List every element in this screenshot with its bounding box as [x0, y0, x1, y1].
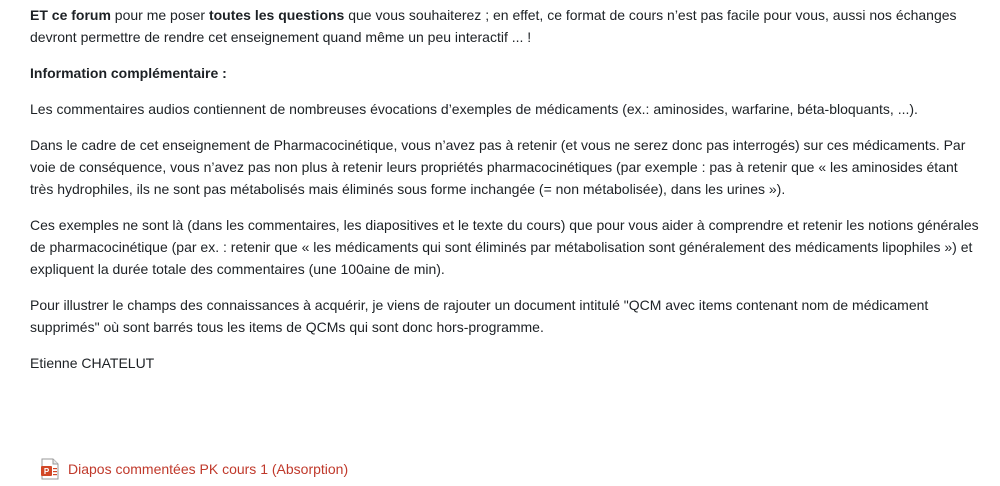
- info-heading: Information complémentaire :: [30, 65, 227, 81]
- paragraph-examples: Les commentaires audios contiennent de nombreuses évocations d’exemples de médicaments (ex.: aminosides, warfarine, béta-bloquants, ...).: [30, 101, 918, 117]
- paragraph-purpose: Ces exemples ne sont là (dans les commentaires, les diapositives et le texte du cours) que pour vous aider à comprendre et retenir les notions générales de pharmacocinétique (par ex. : retenir que « les médicaments qui sont éliminés par métabolisation sont généralement des médicaments lipophiles ») et expliquent la durée totale des commentaires (une 100aine de min).: [30, 217, 979, 277]
- paragraph-scope: Dans le cadre de cet enseignement de Pharmacocinétique, vous n’avez pas à retenir (et vous ne serez donc pas interrogés) sur ces médicaments. Par voie de conséquence, vous n’avez pas non plus à retenir leurs propriétés pharmacocinétiques (par exemple : pas à retenir que « les aminosides étant très hydrophiles, ils ne sont pas métabolisés mais éliminés sous forme inchangée (= non métabolisée), dans les urines »).: [30, 137, 966, 197]
- paragraph-qcm: Pour illustrer le champs des connaissances à acquérir, je viens de rajouter un document intitulé "QCM avec items contenant nom de médicament supprimés" où sont barrés tous les items de QCMs qui sont donc hors-programme.: [30, 297, 929, 335]
- svg-text:P: P: [43, 467, 50, 476]
- signature: Etienne CHATELUT: [30, 355, 155, 371]
- intro-text-1: pour me poser: [110, 7, 209, 23]
- powerpoint-file-icon: [40, 458, 60, 480]
- resource-link-item[interactable]: [40, 458, 348, 480]
- intro-text-2: que vous souhaiterez ; en effet, ce format de cours n’est pas facile pour vous, aussi nos échanges devront permettre de rendre cet enseignement quand même un peu interactif ... !: [30, 7, 957, 45]
- intro-paragraph: [30, 4, 980, 48]
- intro-bold-lead: ET ce forum: [30, 7, 111, 23]
- intro-bold-questions: toutes les questions: [208, 7, 345, 23]
- forum-post-content: [30, 4, 980, 388]
- resource-link-label[interactable]: Diapos commentées PK cours 1 (Absorption): [68, 461, 349, 477]
